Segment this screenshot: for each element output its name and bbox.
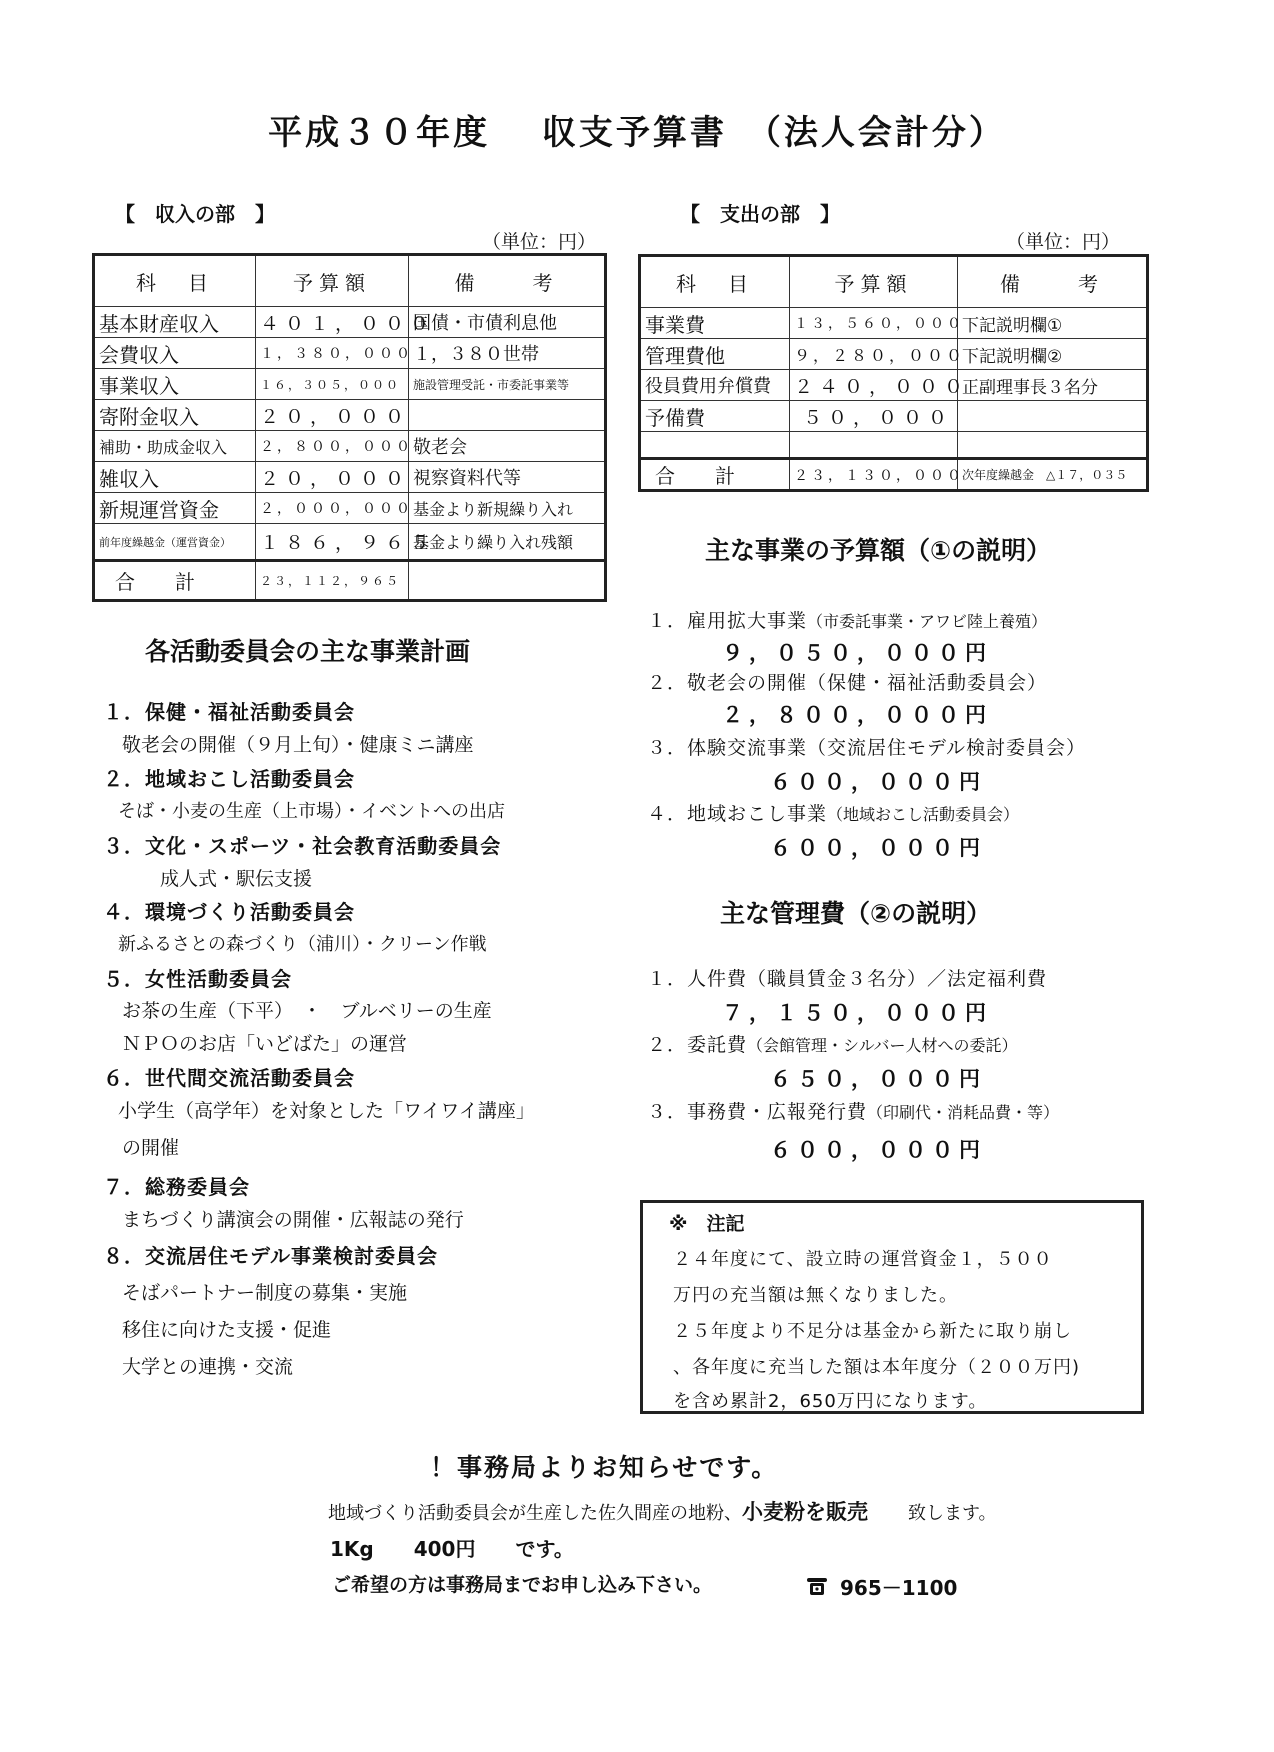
remark-line: 万円の充当額は無くなりました。 <box>673 1285 958 1306</box>
table-row <box>94 338 606 369</box>
committee-title: ４．環境づくり活動委員会 <box>103 900 355 924</box>
notice-line1-post: 致します。 <box>908 1503 997 1524</box>
income-note: 施設管理受託・市委託事業等 <box>409 369 606 400</box>
income-note: 視察資料代等 <box>409 462 606 493</box>
main-project-amount: ９，０５０，０００円 <box>722 641 992 665</box>
committee-title: ７．総務委員会 <box>103 1175 250 1199</box>
committee-title: １．保健・福祉活動委員会 <box>103 700 355 724</box>
expense-subject: 役員費用弁償費 <box>640 370 790 401</box>
income-header-row <box>94 255 606 307</box>
notice-phone-number: 965－1100 <box>840 1576 958 1600</box>
table-row <box>94 524 606 561</box>
committee-title: ８．交流居住モデル事業検討委員会 <box>103 1244 438 1268</box>
remark-title: ※ 注記 <box>669 1213 745 1235</box>
table-row <box>94 400 606 431</box>
expense-amount <box>790 432 958 459</box>
remark-line: を含め累計2，650万円になります。 <box>673 1391 988 1412</box>
income-amount: １，３８０，０００ <box>256 338 409 369</box>
main-project-amount: ２，８００，０００円 <box>722 703 992 727</box>
table-row <box>640 339 1148 370</box>
main-projects-heading: 主な事業の予算額（①の説明） <box>705 536 1052 565</box>
remark-box <box>640 1200 1144 1414</box>
table-row <box>640 432 1148 459</box>
income-total-label: 合計 <box>94 561 256 601</box>
income-subject: 基本財産収入 <box>94 307 256 338</box>
expense-note: 正副理事長３名分 <box>958 370 1148 401</box>
income-amount: ４０１，０００ <box>256 307 409 338</box>
expense-header-subject: 科 目 <box>640 256 790 308</box>
notice-line1 <box>328 1496 997 1526</box>
income-total-note <box>409 561 606 601</box>
table-row <box>94 307 606 338</box>
remark-line: ２４年度にて、設立時の運営資金１，５００ <box>673 1249 1053 1270</box>
committee-title: ６．世代間交流活動委員会 <box>103 1066 355 1090</box>
income-header-subject: 科 目 <box>94 255 256 307</box>
table-row <box>640 370 1148 401</box>
management-label <box>647 964 1047 991</box>
notice-line1-pre: 地域づくり活動委員会が生産した佐久間産の地粉、 <box>328 1503 742 1524</box>
table-row <box>94 369 606 400</box>
expense-unit: （単位：円） <box>1006 231 1121 253</box>
expense-total-note: 次年度繰越金 △１７，０３５ <box>958 459 1148 491</box>
expense-total-amount: ２３，１３０，０００ <box>790 459 958 491</box>
income-subject: 寄附金収入 <box>94 400 256 431</box>
expense-amount: １３，５６０，０００ <box>790 308 958 339</box>
income-heading: 【 収入の部 】 <box>115 202 275 226</box>
management-label-text: ３．事務費・広報発行費 <box>647 1101 868 1123</box>
income-note: 基金より新規繰り入れ <box>409 493 606 524</box>
income-subject: 補助・助成金収入 <box>94 431 256 462</box>
expense-header-row <box>640 256 1148 308</box>
income-note: １，３８０世帯 <box>409 338 606 369</box>
expense-subject: 予備費 <box>640 401 790 432</box>
notice-phone <box>806 1572 957 1601</box>
table-row <box>640 308 1148 339</box>
main-project-label <box>647 606 1047 633</box>
management-heading: 主な管理費（②の説明） <box>720 899 992 928</box>
expense-note: 下記説明欄① <box>958 308 1148 339</box>
income-amount: ２，８００，０００ <box>256 431 409 462</box>
income-amount: ２，０００，０００ <box>256 493 409 524</box>
notice-price: 1Kg 400円 です。 <box>330 1537 574 1561</box>
expense-total-row <box>640 459 1148 491</box>
committee-detail: そば・小麦の生産（上市場）・イベントへの出店 <box>118 801 505 822</box>
committee-detail: 敬老会の開催（９月上旬）・健康ミニ講座 <box>122 734 474 756</box>
phone-icon <box>806 1577 828 1597</box>
income-amount: ２０，０００ <box>256 400 409 431</box>
income-note: 国債・市債利息他 <box>409 307 606 338</box>
notice-line1-bold: 小麦粉を販売 <box>742 1500 868 1524</box>
main-project-label-text: ４．地域おこし事業 <box>647 803 828 825</box>
committee-detail: まちづくり講演会の開催・広報誌の発行 <box>122 1209 464 1231</box>
committee-detail: 大学との連携・交流 <box>122 1356 294 1378</box>
management-label-text: ２．委託費 <box>647 1034 748 1056</box>
income-amount: １８６，９６５ <box>256 524 409 561</box>
expense-note <box>958 432 1148 459</box>
income-subject: 新規運営資金 <box>94 493 256 524</box>
expense-table <box>638 254 1149 492</box>
table-row <box>640 401 1148 432</box>
expense-amount: ２４０，０００ <box>790 370 958 401</box>
expense-heading: 【 支出の部 】 <box>680 202 840 226</box>
table-row <box>94 462 606 493</box>
income-note: 敬老会 <box>409 431 606 462</box>
income-subject: 事業収入 <box>94 369 256 400</box>
income-header-amount: 予算額 <box>256 255 409 307</box>
main-project-amount: ６００，０００円 <box>770 770 986 794</box>
main-project-label-text: １．雇用拡大事業 <box>647 610 808 632</box>
table-row <box>94 431 606 462</box>
expense-note <box>958 401 1148 432</box>
main-project-label <box>647 733 1086 760</box>
income-table <box>92 253 607 602</box>
expense-total-label: 合計 <box>640 459 790 491</box>
page-title: 平成３０年度 収支予算書 （法人会計分） <box>268 113 1006 153</box>
main-project-label-text: ３．体験交流事業（交流居住モデル検討委員会） <box>647 737 1087 759</box>
committee-detail: 新ふるさとの森づくり（浦川）・クリーン作戦 <box>118 934 487 955</box>
committee-detail: そばパートナー制度の募集・実施 <box>122 1282 408 1304</box>
committee-title: ５．女性活動委員会 <box>103 967 292 991</box>
income-amount: １６，３０５，０００ <box>256 369 409 400</box>
income-subject: 会費収入 <box>94 338 256 369</box>
remark-line: ２５年度より不足分は基金から新たに取り崩し <box>673 1321 1072 1342</box>
committee-title: ２．地域おこし活動委員会 <box>103 767 355 791</box>
management-label-text: １．人件費（職員賃金３名分）／法定福利費 <box>647 968 1048 990</box>
management-sub: （印刷代・消耗品費・等） <box>867 1103 1060 1122</box>
expense-subject <box>640 432 790 459</box>
main-project-amount: ６００，０００円 <box>770 836 986 860</box>
management-sub: （会館管理・シルバー人材への委託） <box>747 1036 1018 1055</box>
main-project-label-text: ２．敬老会の開催（保健・福祉活動委員会） <box>647 672 1048 694</box>
income-note <box>409 400 606 431</box>
committee-detail: ＮＰＯのお店「いどばた」の運営 <box>122 1033 408 1055</box>
income-note: 基金より繰り入れ残額 <box>409 524 606 561</box>
management-label <box>647 1030 1018 1057</box>
committees-heading: 各活動委員会の主な事業計画 <box>145 637 471 666</box>
income-header-note: 備 考 <box>409 255 606 307</box>
expense-header-note: 備 考 <box>958 256 1148 308</box>
committee-title: ３．文化・スポーツ・社会教育活動委員会 <box>103 834 502 858</box>
committee-detail: の開催 <box>122 1137 180 1159</box>
committee-detail: 成人式・駅伝支援 <box>160 868 313 890</box>
main-project-sub: （市委託事業・アワビ陸上養殖） <box>807 612 1048 631</box>
income-total-row <box>94 561 606 601</box>
notice-heading: ！事務局よりお知らせです。 <box>430 1453 779 1482</box>
management-amount: ６５０，０００円 <box>770 1067 986 1091</box>
remark-line: 、各年度に充当した額は本年度分（２００万円) <box>673 1357 1081 1378</box>
income-unit: （単位：円） <box>482 231 597 253</box>
expense-header-amount: 予算額 <box>790 256 958 308</box>
committee-detail: 小学生（高学年）を対象とした「ワイワイ講座」 <box>118 1100 535 1122</box>
income-subject: 雑収入 <box>94 462 256 493</box>
notice-contact: ご希望の方は事務局までお申し込み下さい。 <box>332 1574 713 1596</box>
expense-amount: ９，２８０，０００ <box>790 339 958 370</box>
income-subject: 前年度繰越金（運営資金） <box>94 524 256 561</box>
management-label <box>647 1097 1059 1124</box>
expense-subject: 事業費 <box>640 308 790 339</box>
main-project-label <box>647 799 1019 826</box>
committee-detail: お茶の生産（下平） ・ ブルベリーの生産 <box>122 1000 492 1022</box>
management-amount: ６００，０００円 <box>770 1138 986 1162</box>
table-row <box>94 493 606 524</box>
committee-detail: 移住に向けた支援・促進 <box>122 1319 332 1341</box>
expense-subject: 管理費他 <box>640 339 790 370</box>
main-project-sub: （地域おこし活動委員会） <box>827 805 1020 824</box>
management-amount: ７，１５０，０００円 <box>722 1001 992 1025</box>
income-total-amount: ２３，１１２，９６５ <box>256 561 409 601</box>
expense-amount: ５０，０００ <box>790 401 958 432</box>
main-project-label <box>647 668 1047 695</box>
income-amount: ２０，０００ <box>256 462 409 493</box>
expense-note: 下記説明欄② <box>958 339 1148 370</box>
